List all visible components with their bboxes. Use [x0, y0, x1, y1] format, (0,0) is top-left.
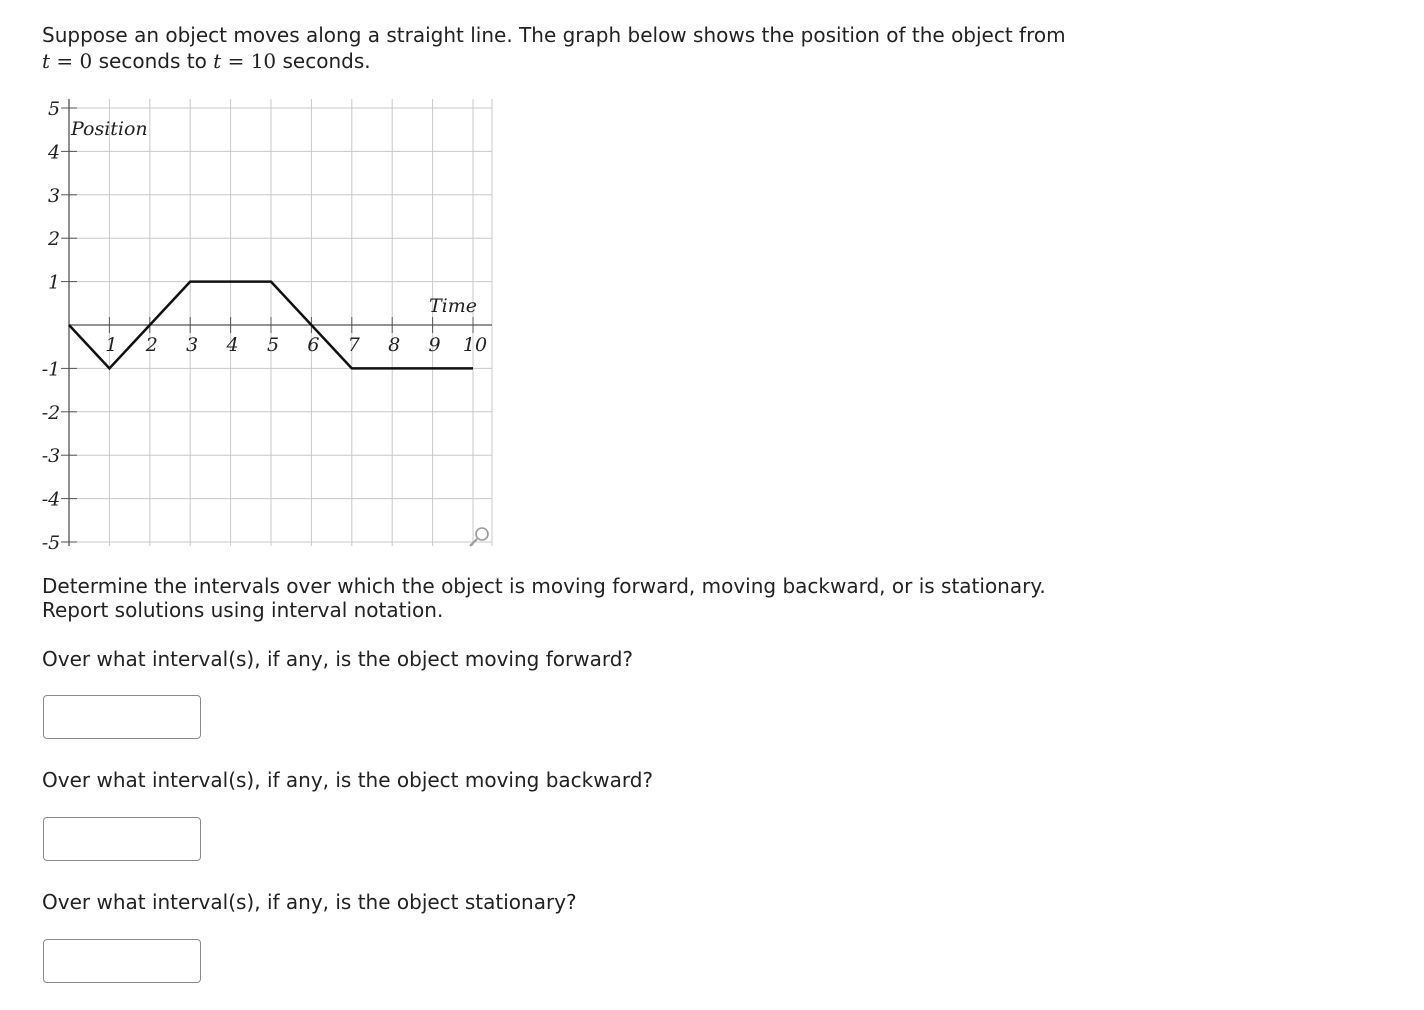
y-axis-label: Position	[71, 118, 148, 140]
seconds-to-text: seconds to	[98, 49, 207, 73]
question-stationary-label: Over what interval(s), if any, is the object stationary?	[42, 890, 577, 914]
x-tick-label: 1	[105, 334, 118, 356]
position-time-graph[interactable]	[36, 94, 506, 564]
x-tick-label: 10	[462, 334, 488, 356]
instructions	[42, 574, 1142, 622]
math-t-end: t = 10	[213, 49, 277, 73]
y-tick-label: -4	[41, 488, 61, 511]
x-tick-label: 6	[307, 334, 320, 356]
problem-line-1: Suppose an object moves along a straight line. The graph below shows the position of the object from	[42, 23, 1066, 47]
seconds-text: seconds.	[282, 49, 371, 73]
y-tick-label: 3	[47, 184, 61, 207]
x-tick-label: 7	[347, 334, 360, 356]
y-tick-label: 5	[47, 98, 61, 120]
x-axis-label: Time	[428, 295, 477, 317]
y-tick-label: 4	[47, 141, 61, 164]
y-tick-label: -5	[41, 532, 61, 554]
y-tick-label: 1	[47, 271, 61, 294]
y-tick-label: -2	[41, 401, 61, 424]
x-tick-label: 4	[226, 334, 239, 356]
answer-forward-input[interactable]	[43, 695, 201, 739]
x-tick-label: 8	[388, 334, 401, 356]
instructions-line-1: Determine the intervals over which the object is moving forward, moving backward, or is stationary.	[42, 574, 1046, 598]
answer-stationary-input[interactable]	[43, 939, 201, 983]
instructions-line-2: Report solutions using interval notation.	[42, 598, 444, 622]
math-t-start: t = 0	[42, 49, 93, 73]
problem-statement	[42, 22, 1142, 74]
x-tick-label: 3	[186, 334, 199, 356]
y-tick-label: -1	[41, 358, 61, 381]
x-tick-label: 5	[266, 334, 280, 356]
y-tick-label: -3	[41, 445, 61, 468]
question-forward-label: Over what interval(s), if any, is the object moving forward?	[42, 647, 634, 671]
x-tick-label: 2	[145, 334, 158, 356]
y-tick-label: 2	[47, 228, 61, 251]
problem-line-2	[42, 48, 1142, 74]
x-tick-label: 9	[428, 334, 441, 356]
question-backward-label: Over what interval(s), if any, is the object moving backward?	[42, 768, 654, 792]
answer-backward-input[interactable]	[43, 817, 201, 861]
